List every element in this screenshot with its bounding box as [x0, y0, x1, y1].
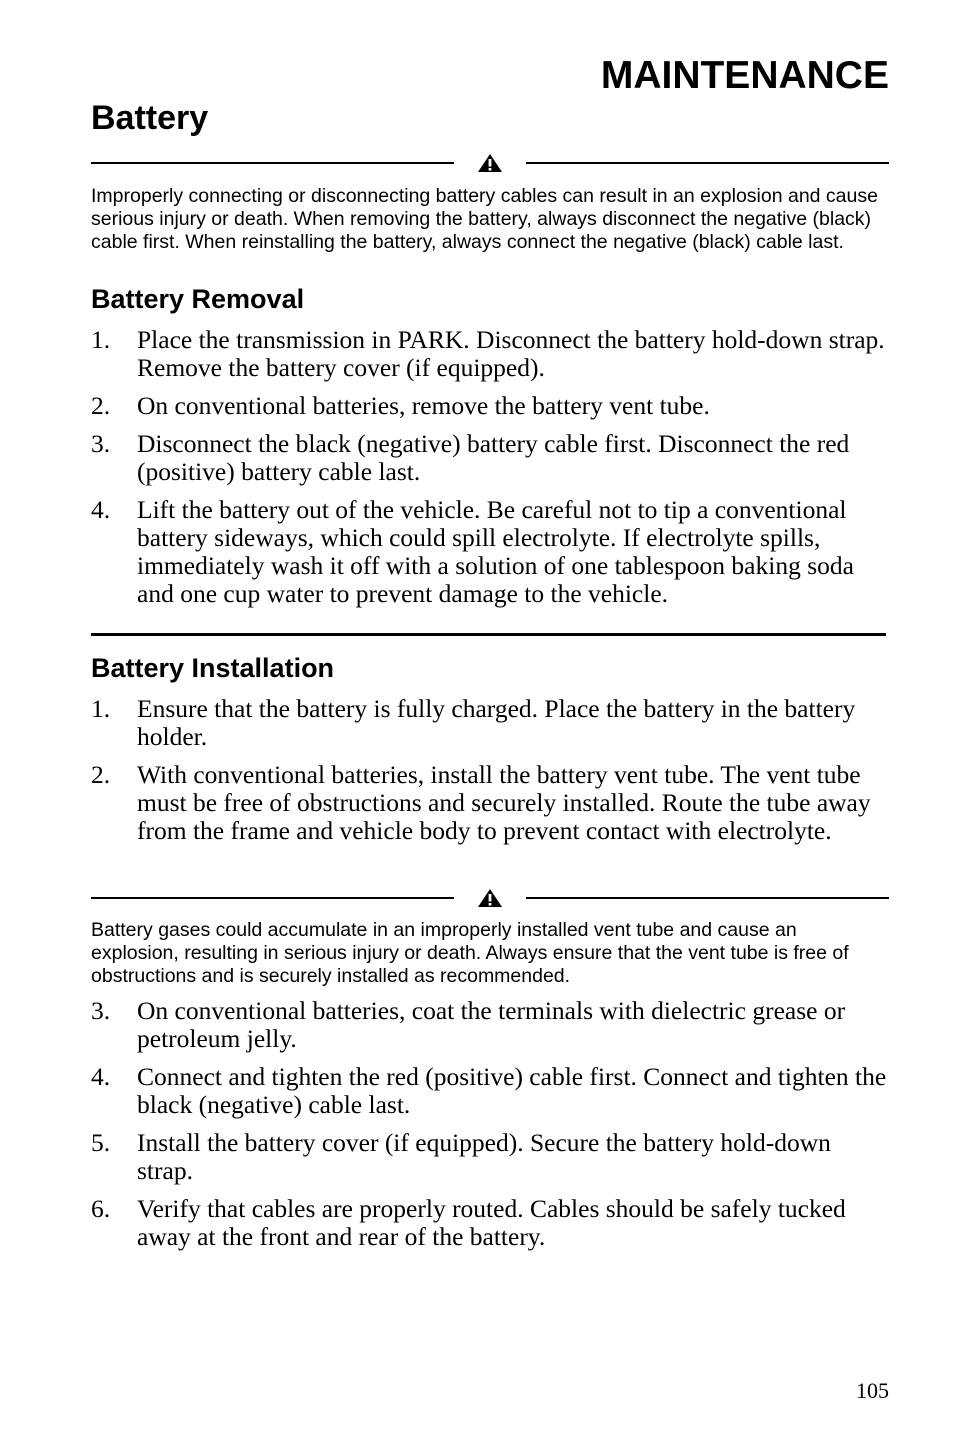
- step-item: [91, 997, 889, 1053]
- step-number: 4.: [91, 495, 111, 524]
- section-divider: [91, 633, 886, 636]
- installation-heading: Battery Installation: [91, 653, 335, 683]
- step-number: 1.: [91, 694, 111, 723]
- step-item: [91, 326, 889, 382]
- step-text: Install the battery cover (if equipped). Secure the battery hold-down strap.: [137, 1128, 831, 1185]
- step-text: Verify that cables are properly routed. Cables should be safely tucked away at the front and rear of the battery.: [137, 1194, 846, 1251]
- page-heading: Battery: [91, 99, 209, 137]
- step-text: With conventional batteries, install the battery vent tube. The vent tube must be free of obstructions and securely installed. Route the tube away from the frame and vehicle body to prevent contact with electrolyte.: [137, 760, 871, 845]
- step-item: [91, 496, 889, 608]
- step-text: On conventional batteries, coat the terminals with dielectric grease or petroleum jelly.: [137, 996, 846, 1053]
- rule-line-right: [526, 162, 889, 164]
- warning-triangle-icon: [477, 888, 503, 908]
- step-number: 3.: [91, 429, 111, 458]
- installation-steps-continued: [91, 997, 889, 1261]
- step-item: [91, 1195, 889, 1251]
- step-number: 2.: [91, 760, 111, 789]
- step-text: Place the transmission in PARK. Disconnect the battery hold-down strap. Remove the battery cover (if equipped).: [137, 325, 885, 382]
- step-text: Disconnect the black (negative) battery cable first. Disconnect the red (positive) battery cable last.: [137, 429, 850, 486]
- step-item: [91, 761, 889, 845]
- section-title: MAINTENANCE: [600, 54, 889, 97]
- manual-page: [91, 0, 889, 1454]
- step-number: 2.: [91, 391, 111, 420]
- step-text: Lift the battery out of the vehicle. Be careful not to tip a conventional battery sideways, which could spill electrolyte. If electrolyte spills, immediately wash it off with a solution of one tablespoon baking soda and one cup water to prevent damage to the vehicle.: [137, 495, 854, 608]
- warning-rule: [91, 153, 889, 173]
- warning-text: Battery gases could accumulate in an improperly installed vent tube and cause an explosion, resulting in serious injury or death. Always ensure that the vent tube is free of obstructions and is securely installed as recommended.: [91, 919, 849, 987]
- removal-steps: [91, 326, 889, 618]
- step-text: Connect and tighten the red (positive) cable first. Connect and tighten the black (negative) cable last.: [137, 1062, 887, 1119]
- step-number: 5.: [91, 1128, 111, 1157]
- step-text: Ensure that the battery is fully charged. Place the battery in the battery holder.: [137, 694, 856, 751]
- removal-heading: Battery Removal: [91, 284, 305, 314]
- rule-line-left: [91, 162, 454, 164]
- rule-line-right: [526, 897, 889, 899]
- warning-text: Improperly connecting or disconnecting battery cables can result in an explosion and cause serious injury or death. When removing the battery, always disconnect the negative (black) cable first. When reinstalling the battery, always connect the negative (black) cable last.: [91, 185, 878, 253]
- step-item: [91, 392, 889, 420]
- step-item: [91, 430, 889, 486]
- warning-triangle-icon: [477, 153, 503, 173]
- installation-steps: [91, 695, 889, 855]
- step-item: [91, 695, 889, 751]
- step-number: 3.: [91, 996, 111, 1025]
- warning-rule: [91, 888, 889, 908]
- step-number: 4.: [91, 1062, 111, 1091]
- page-number: 105: [856, 1378, 889, 1403]
- step-text: On conventional batteries, remove the battery vent tube.: [137, 391, 710, 420]
- step-item: [91, 1129, 889, 1185]
- step-item: [91, 1063, 889, 1119]
- step-number: 6.: [91, 1194, 111, 1223]
- step-number: 1.: [91, 325, 111, 354]
- rule-line-left: [91, 897, 454, 899]
